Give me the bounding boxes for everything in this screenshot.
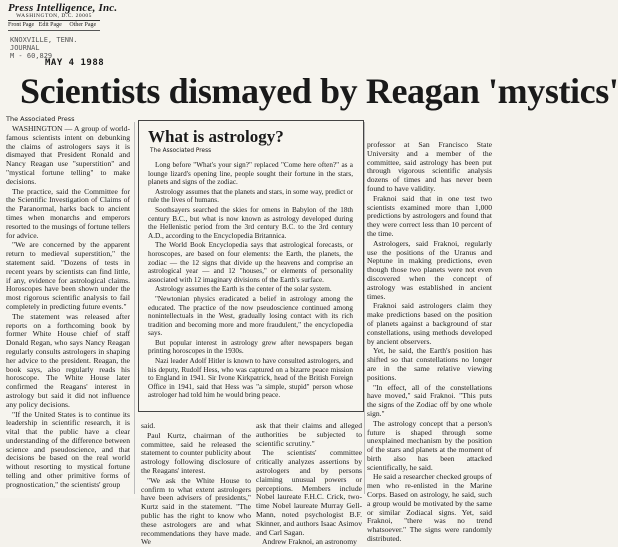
article-paragraph: The practice, said the Committee for the Scientific Investigation of Claims of the Paranormal, harks back to ancient times when monarchs and emperors resorted to the musings of fortune tellers for advice.: [6, 186, 130, 240]
article-paragraph: Fraknoi said that in one test two scientists examined more than 1,000 predictions by astrologers and found that they were correct less than 10 percent of the time.: [367, 193, 492, 238]
article-paragraph: "In effect, all of the constellations have moved," said Fraknoi. "This puts the signs of the Zodiac off by one whole sign.": [367, 382, 492, 418]
sidebar-byline: The Associated Press: [150, 148, 212, 154]
article-paragraph: Yet, he said, the Earth's position has shifted so that constellations no longer are in the same relative viewing positions.: [367, 346, 492, 382]
article-column-mid-1: [141, 421, 251, 547]
press-intelligence-stamp: [8, 2, 118, 31]
source-circulation: M - 60,829: [10, 52, 53, 60]
article-paragraph: "If the United States is to continue its leadership in scientific research, it is vital that the public have a clear understanding of the difference between science and pseudoscience, and that decisions be based on the real world without resorting to mystical fortune telling and other primitive forms of prognostication," the scientists' group: [6, 409, 130, 489]
article-paragraph: "We are concerned by the apparent return to medieval superstition," the statement said. "Dozens of tests in recent years by scientists can find little, if any, evidence for astrological claims. Horoscopes have been shown under the most rigorous scientific analysis to fail completely in predicting future events.": [6, 240, 130, 311]
sidebar-paragraph: Astrology assumes that the planets and stars, in some way, predict or rule the lives of humans.: [148, 187, 353, 205]
article-paragraph: The astrology concept that a person's future is shaped through some unexplained mechanism by the position of the stars and planets at the moment of birth also has been attacked scientifically, he said.: [367, 418, 492, 472]
stamp-fields: [8, 22, 100, 31]
sidebar-paragraph: Nazi leader Adolf Hitler is known to have consulted astrologers, and his deputy, Rudolf Hess, who was captured on a bizarre peace mission to England in 1941. Sir Ivone Kirkpatrick, head of the British Foreign Office in 1941, said that Hess was "a simple, stupid" person whose astrologer had told him he would bring peace.: [148, 357, 353, 400]
source-paper: JOURNAL: [10, 44, 40, 52]
article-paragraph: He said a researcher checked groups of men who re-enlisted in the Marine Corps. Based on astrology, he said, such a group would be motivated by the same or similar Zodiacal signs. Yet, said Fraknoi, "there was no trend whatsoever." The signs were randomly distributed.: [367, 472, 492, 544]
article-paragraph: The scientists' committee critically analyzes assertions by astrologers and by persons claiming unusual powers or perceptions. Members include Nobel laureate F.H.C. Crick, two-time Nobel laureate Murray Gell-Mann, noted psychologist B.F. Skinner, and authors Isaac Asimov and Carl Sagan.: [256, 448, 362, 537]
sidebar-title: What is astrology?: [148, 127, 284, 146]
sidebar-box: [138, 120, 364, 412]
sidebar-paragraph: But popular interest in astrology grew after newspapers began printing horoscopes in the 1930s.: [148, 338, 353, 356]
sidebar-body: [148, 161, 353, 401]
article-paragraph: professor at San Francisco State University and a member of the committee, said astrology has been put through vigorous scientific analysis dozens of times and has never been found to have validity.: [367, 140, 492, 193]
stamp-field-edit: Edit Page: [39, 22, 70, 31]
article-paragraph: ask that their claims and alleged authorities be subjected to scientific scrutiny.": [256, 421, 362, 448]
sidebar-paragraph: Long before "What's your sign?" replaced "Come here often?" as a lounge lizard's opening line, people sought their fortune in the stars, planets and signs of the zodiac.: [148, 161, 353, 187]
article-column-right: [367, 140, 492, 544]
stamp-field-front: Front Page: [8, 22, 39, 31]
article-paragraph: WASHINGTON — A group of world-famous scientists intent on debunking the claims of astrologers says it is dismayed that President Ronald and Nancy Reagan use "superstition" and "mystical fortune telling" to make decisions.: [6, 124, 130, 186]
article-paragraph: Andrew Fraknoi, an astronomy: [262, 537, 357, 547]
article-paragraph: "We ask the White House to confirm to what extent astrologers have been advisers of presidents," Kurtz said in the statement. "The public has the right to know who these astrologers are and what recommendations they have made. We: [141, 475, 251, 547]
article-paragraph: said.: [141, 421, 156, 430]
clipping-source: [10, 36, 77, 60]
article-column-left: [6, 125, 130, 495]
sidebar-paragraph: Astrology assumes the Earth is the center of the solar system.: [155, 285, 332, 294]
article-paragraph: Astrologers, said Fraknoi, regularly use the positions of the Uranus and Neptune in making predictions, even though those two planets were not even discovered when the concept of astrology was established in ancient times.: [367, 238, 492, 301]
stamp-city: WASHINGTON, D.C. 20005: [16, 13, 92, 19]
article-byline: The Associated Press: [6, 115, 75, 123]
stamp-field-other: Other Page: [69, 22, 100, 31]
clipping-date: MAY 4 1988: [45, 58, 105, 68]
article-paragraph: Paul Kurtz, chairman of the committee, said he released the statement to counter publicity about astrology following disclosure of the Reagans' interest.: [141, 430, 251, 475]
article-column-mid-2: [256, 421, 362, 547]
stamp-brand: Press Intelligence, Inc.: [8, 2, 118, 14]
sidebar-paragraph: Soothsayers searched the skies for omens in Babylon of the 18th century B.C., but what is now known as astrology developed during the Hellenistic period from the 3rd century B.C. to the 3rd century A.D., according to the Encyclopedia Britannica.: [148, 205, 353, 240]
sidebar-paragraph: The World Book Encyclopedia says that astrological forecasts, or horoscopes, are based on four elements: the Earth, the planets, the zodiac — the 12 signs that divide up the heavens and comprise an astrological year — and 12 "houses," or elements of personality associated with 12 imaginary divisions of the Earth's surface.: [148, 241, 353, 284]
stamp-rule: [8, 20, 100, 21]
column-divider: [364, 122, 365, 494]
article-paragraph: Fraknoi said astrologers claim they make predictions based on the position of planets against a background of star constellations, using methods developed by ancient observers.: [367, 301, 492, 346]
column-divider: [134, 122, 135, 494]
article-paragraph: The statement was released after reports on a forthcoming book by former White House chief of staff Donald Regan, who says Nancy Reagan regularly consults astrologers in shaping her advice to the president. Reagan, the book says, also regularly reads his horoscope. The White House later confirmed the Reagans' interest in astrology but said it did not influence any policy decisions.: [6, 311, 130, 409]
source-city: KNOXVILLE, TENN.: [10, 36, 78, 44]
article-headline: Scientists dismayed by Reagan 'mystics': [20, 71, 618, 111]
sidebar-paragraph: "Newtonian physics eradicated a belief in astrology among the educated. The practice of the now pseudoscience continued among nonintellectuals in the West, gradually losing contact with its rich tradition and becoming more and more fraudulent," the encyclopedia says.: [148, 294, 353, 338]
